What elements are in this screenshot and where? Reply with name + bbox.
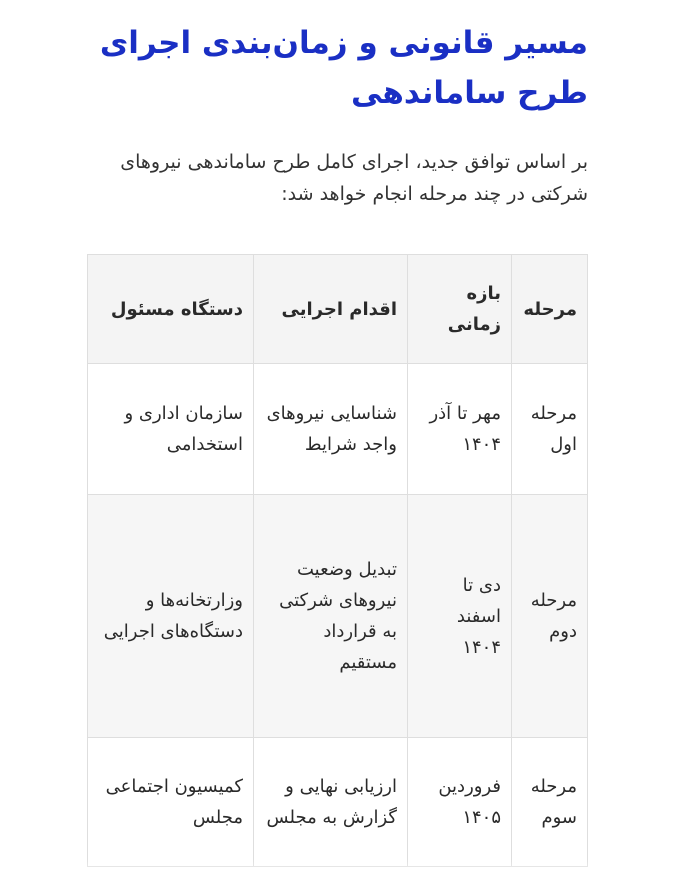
table-header-row bbox=[88, 255, 588, 364]
cell-action: شناسایی نیروهای واجد شرایط bbox=[254, 364, 408, 495]
cell-action: ارزیابی نهایی و گزارش به مجلس bbox=[254, 738, 408, 867]
header-period: بازه زمانی bbox=[408, 255, 512, 364]
cell-period: مهر تا آذر ۱۴۰۴ bbox=[408, 364, 512, 495]
cell-stage: مرحله سوم bbox=[512, 738, 588, 867]
cell-responsible: سازمان اداری و استخدامی bbox=[88, 364, 254, 495]
cell-responsible: کمیسیون اجتماعی مجلس bbox=[88, 738, 254, 867]
article-intro: بر اساس توافق جدید، اجرای کامل طرح ساماندهی نیروهای شرکتی در چند مرحله انجام خواهد شد: bbox=[120, 151, 588, 205]
cell-responsible: وزارتخانه‌ها و دستگاه‌های اجرایی bbox=[88, 495, 254, 738]
article-title: مسیر قانونی و زمان‌بندی اجرای طرح ساماندهی bbox=[99, 25, 588, 111]
timeline-table bbox=[87, 254, 588, 867]
table-row bbox=[88, 495, 588, 738]
header-stage: مرحله bbox=[512, 255, 588, 364]
header-action: اقدام اجرایی bbox=[254, 255, 408, 364]
timeline-table-container bbox=[88, 254, 588, 867]
cell-stage: مرحله اول bbox=[512, 364, 588, 495]
table-row bbox=[88, 738, 588, 867]
cell-period: فروردین ۱۴۰۵ bbox=[408, 738, 512, 867]
header-responsible: دستگاه مسئول bbox=[88, 255, 254, 364]
table-row bbox=[88, 364, 588, 495]
cell-period: دی تا اسفند ۱۴۰۴ bbox=[408, 495, 512, 738]
cell-stage: مرحله دوم bbox=[512, 495, 588, 738]
cell-action: تبدیل وضعیت نیروهای شرکتی به قرارداد مستقیم bbox=[254, 495, 408, 738]
bottom-fade bbox=[0, 859, 676, 889]
